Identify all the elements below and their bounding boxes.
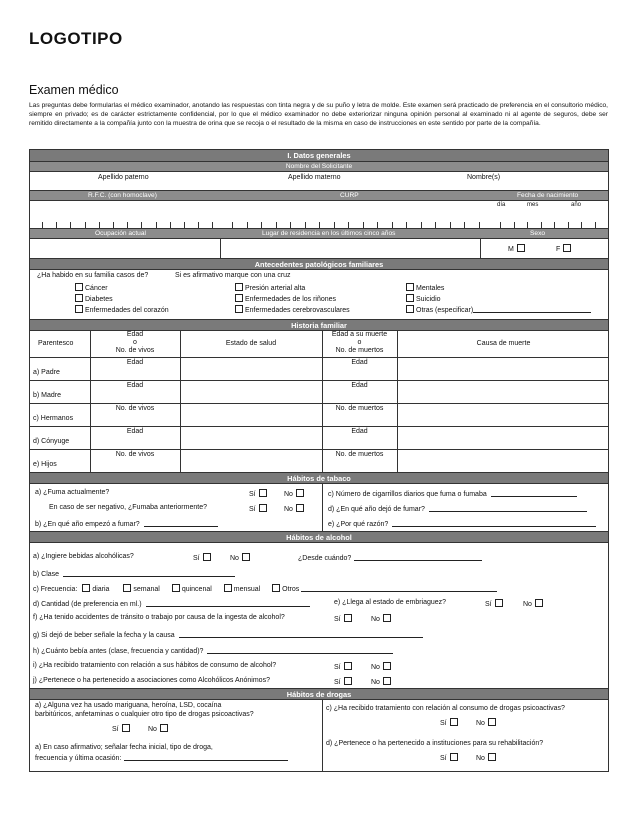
alcohol-no-checkbox[interactable] [242, 553, 250, 561]
label-rinones: Enfermedades de los riñones [245, 296, 337, 303]
label-cerebro: Enfermedades cerebrovasculares [245, 307, 350, 314]
cerebro-checkbox[interactable] [235, 305, 243, 313]
alcohol-g: g) Si dejó de beber señale la fecha y la causa [33, 632, 175, 639]
label-no: No [371, 616, 380, 623]
label-no: No [284, 506, 293, 513]
alcohol-b: b) Clase [33, 571, 60, 578]
row-tabaco [30, 483, 608, 531]
fuma-si-checkbox[interactable] [259, 489, 267, 497]
mentales-checkbox[interactable] [406, 283, 414, 291]
label-semanal: semanal [133, 586, 160, 593]
label-si: Sí [112, 726, 119, 733]
historia-row-conyuge [30, 426, 608, 449]
edad-label: No. de vivos [115, 405, 155, 412]
intro-text: Las preguntas debe formularlas el médico examinador, anotando las respuestas con tinta negra y de su puño y letra de molde. Este examen será practicado de preferencia en el consultorio médico, siempre en privado; es de carácter estrictamente confidencial, por lo que el médico examinador no debe exteriorizar ninguna opinión personal al examinado ni al agente de seguros, debe ser remitido directamente a la compañía junto con la muestra de orina que se recoja o el resultado de la misma en caso de instrucciones en este sentido por parte de la compañía. [29, 102, 608, 128]
label-no: No [230, 555, 239, 562]
medical-form [29, 149, 609, 772]
drogas-no-checkbox[interactable] [160, 724, 168, 732]
label-ocupacion: Ocupación actual [95, 230, 146, 237]
clase-input[interactable] [63, 569, 235, 577]
desde-input[interactable] [354, 553, 482, 561]
row-ocupacion [30, 238, 608, 258]
tabaco-e: e) ¿Por qué razón? [328, 521, 389, 528]
label-quincenal: quincenal [181, 586, 212, 593]
anio-empezo-input[interactable] [144, 519, 218, 527]
alcohol-desde: ¿Desde cuándo? [298, 555, 352, 562]
label-m: M [508, 246, 514, 253]
label-otras: Otras (especificar) [416, 307, 474, 314]
accidentes-si-checkbox[interactable] [344, 614, 352, 622]
tabaco-neg: En caso de ser negativo, ¿Fumaba anteriormente? [49, 504, 207, 511]
label-dia: día [497, 202, 506, 208]
tratamiento-no-checkbox[interactable] [383, 662, 391, 670]
label-mes: mes [527, 202, 539, 208]
tratamiento-si-checkbox[interactable] [344, 662, 352, 670]
label-no: No [371, 664, 380, 671]
header-rfc-curp [30, 190, 608, 200]
col-edad-muerte-line2: o [357, 339, 362, 346]
otras-input[interactable] [473, 305, 591, 313]
cuanto-bebia-input[interactable] [207, 646, 393, 654]
otras-checkbox[interactable] [406, 305, 414, 313]
col-edad-line1: Edad [126, 331, 144, 338]
drogas-d: d) ¿Pertenece o ha pertenecido a instituciones para su rehabilitación? [326, 740, 544, 747]
tratamiento-drogas-si-checkbox[interactable] [450, 718, 458, 726]
droga-detalle-input[interactable] [124, 753, 288, 761]
label-si: Sí [334, 616, 341, 623]
fumaba-si-checkbox[interactable] [259, 504, 267, 512]
parentesco-label: c) Hermanos [33, 415, 74, 422]
page-title: Examen médico [29, 83, 119, 97]
row-drogas [30, 699, 608, 771]
embriaguez-si-checkbox[interactable] [495, 599, 503, 607]
label-f: F [556, 246, 561, 253]
drogas-b2: frecuencia y última ocasión: [35, 755, 122, 762]
anio-dejo-input[interactable] [429, 504, 587, 512]
edad-label: Edad [126, 359, 144, 366]
embriaguez-no-checkbox[interactable] [535, 599, 543, 607]
edad-muerte-label: Edad [351, 359, 368, 366]
edad-label: Edad [126, 382, 144, 389]
drogas-a2: barbitúricos, anfetaminas o cualquier otro tipo de drogas psicoactivas? [35, 711, 254, 718]
cantidad-input[interactable] [146, 599, 310, 607]
alcohol-j: j) ¿Pertenece o ha pertenecido a asociaciones como Alcohólicos Anónimos? [33, 677, 270, 684]
section-alcohol: Hábitos de alcohol [30, 531, 608, 542]
diaria-checkbox[interactable] [82, 584, 90, 592]
parentesco-label: e) Hijos [33, 461, 57, 468]
historia-row-hijos [30, 449, 608, 472]
antecedentes-instruction: Si es afirmativo marque con una cruz [175, 272, 291, 279]
label-no: No [476, 720, 485, 727]
alcohol-si-checkbox[interactable] [203, 553, 211, 561]
label-si: Sí [440, 755, 447, 762]
sexo-f-checkbox[interactable] [563, 244, 571, 252]
label-mentales: Mentales [416, 285, 445, 292]
historia-header [30, 330, 608, 357]
diabetes-checkbox[interactable] [75, 294, 83, 302]
logo: LOGOTIPO [29, 29, 123, 48]
section-tabaco: Hábitos de tabaco [30, 472, 608, 483]
label-suicidio: Suicidio [416, 296, 441, 303]
tabaco-a: a) ¿Fuma actualmente? [35, 489, 110, 496]
accidentes-no-checkbox[interactable] [383, 614, 391, 622]
parentesco-label: b) Madre [33, 392, 62, 399]
cancer-checkbox[interactable] [75, 283, 83, 291]
sexo-m-checkbox[interactable] [517, 244, 525, 252]
drogas-a1: a) ¿Alguna vez ha usado mariguana, heroína, LSD, cocaína [35, 702, 222, 709]
label-nombre-solicitante: Nombre del Solicitante [30, 161, 608, 171]
label-otros: Otros [282, 586, 300, 593]
label-no: No [284, 491, 293, 498]
col-parentesco: Parentesco [38, 340, 74, 347]
tabaco-b: b) ¿En qué año empezó a fumar? [35, 521, 140, 528]
label-si: Sí [193, 555, 200, 562]
edad-label: No. de vivos [115, 451, 155, 458]
col-edad-line2: o [133, 339, 137, 346]
row-rfc-curp [30, 200, 608, 228]
fecha-causa-input[interactable] [179, 630, 423, 638]
mensual-checkbox[interactable] [224, 584, 232, 592]
tabaco-d: d) ¿En qué año dejó de fumar? [328, 506, 425, 513]
alcohol-i: i) ¿Ha recibido tratamiento con relación a sus hábitos de consumo de alcohol? [33, 662, 277, 669]
fumaba-no-checkbox[interactable] [296, 504, 304, 512]
label-nombres: Nombre(s) [467, 174, 501, 181]
suicidio-checkbox[interactable] [406, 294, 414, 302]
corazon-checkbox[interactable] [75, 305, 83, 313]
alcohol-f: f) ¿Ha tenido accidentes de tránsito o trabajo por causa de la ingesta de alcohol? [33, 614, 285, 621]
row-alcohol [30, 542, 608, 688]
fuma-no-checkbox[interactable] [296, 489, 304, 497]
label-si: Sí [249, 491, 256, 498]
label-no: No [523, 601, 532, 608]
drogas-si-checkbox[interactable] [122, 724, 130, 732]
instituciones-no-checkbox[interactable] [488, 753, 496, 761]
label-curp: CURP [340, 192, 359, 199]
parentesco-label: d) Cónyuge [33, 438, 70, 445]
label-no: No [148, 726, 157, 733]
label-residencia: Lugar de residencia en los últimos cinco años [262, 230, 396, 237]
label-no: No [476, 755, 485, 762]
quincenal-checkbox[interactable] [172, 584, 180, 592]
label-si: Sí [334, 679, 341, 686]
historia-row-hermanos [30, 403, 608, 426]
tabaco-c: c) Número de cigarrillos diarios que fuma o fumaba [328, 491, 487, 498]
edad-muerte-label: Edad [351, 382, 368, 389]
edad-muerte-label: Edad [351, 428, 368, 435]
label-rfc: R.F.C. (con homoclave) [88, 192, 157, 199]
alcohol-d: d) Cantidad (de preferencia en ml.) [33, 601, 142, 608]
header-ocupacion [30, 228, 608, 238]
parentesco-label: a) Padre [33, 369, 60, 376]
historia-row-padre [30, 357, 608, 380]
col-edad-line3: No. de vivos [115, 347, 155, 354]
tratamiento-drogas-no-checkbox[interactable] [488, 718, 496, 726]
alcohol-a: a) ¿Ingiere bebidas alcohólicas? [33, 553, 134, 560]
label-sexo: Sexo [530, 230, 546, 237]
section-historia: Historia familiar [30, 319, 608, 330]
col-causa-muerte: Causa de muerte [476, 340, 531, 347]
otros-checkbox[interactable] [272, 584, 280, 592]
label-presion: Presión arterial alta [245, 285, 306, 292]
alcohol-c: c) Frecuencia: [33, 586, 78, 593]
label-fecha-nacimiento: Fecha de nacimiento [517, 192, 579, 199]
razon-input[interactable] [392, 519, 596, 527]
col-edad-muerte-line1: Edad a su muerte [331, 331, 388, 338]
label-si: Sí [485, 601, 492, 608]
col-edad-muerte-line3: No. de muertos [335, 347, 384, 354]
label-anio: año [571, 202, 582, 208]
label-no: No [371, 679, 380, 686]
label-apellido-paterno: Apellido paterno [98, 174, 149, 181]
edad-muerte-label: No. de muertos [335, 405, 384, 412]
drogas-c: c) ¿Ha recibido tratamiento con relación al consumo de drogas psicoactivas? [326, 705, 565, 712]
edad-label: Edad [126, 428, 144, 435]
otros-input[interactable] [301, 584, 497, 592]
label-apellido-materno: Apellido materno [288, 174, 341, 181]
cigarrillos-input[interactable] [491, 489, 577, 497]
label-cancer: Cáncer [85, 285, 108, 292]
instituciones-si-checkbox[interactable] [450, 753, 458, 761]
section-drogas: Hábitos de drogas [30, 688, 608, 699]
section-antecedentes: Antecedentes patológicos familiares [30, 258, 608, 269]
semanal-checkbox[interactable] [123, 584, 131, 592]
aa-si-checkbox[interactable] [344, 677, 352, 685]
historia-row-madre [30, 380, 608, 403]
label-corazon: Enfermedades del corazón [85, 307, 169, 314]
label-si: Sí [249, 506, 256, 513]
label-si: Sí [440, 720, 447, 727]
row-antecedentes [30, 269, 608, 319]
row-nombre [30, 171, 608, 190]
drogas-b1: a) En caso afirmativo; señalar fecha inicial, tipo de droga, [35, 744, 213, 751]
label-diaria: diaria [92, 586, 110, 593]
label-si: Sí [334, 664, 341, 671]
presion-checkbox[interactable] [235, 283, 243, 291]
rinones-checkbox[interactable] [235, 294, 243, 302]
alcohol-e: e) ¿Llega al estado de embriaguez? [334, 599, 447, 606]
label-diabetes: Diabetes [85, 296, 113, 303]
label-mensual: mensual [233, 586, 261, 593]
antecedentes-question: ¿Ha habido en su familia casos de? [37, 272, 149, 279]
section-datos-generales: I. Datos generales [30, 150, 608, 161]
col-estado-salud: Estado de salud [225, 340, 277, 347]
alcohol-h: h) ¿Cuánto bebía antes (clase, frecuencia y cantidad)? [33, 648, 204, 655]
aa-no-checkbox[interactable] [383, 677, 391, 685]
edad-muerte-label: No. de muertos [335, 451, 384, 458]
